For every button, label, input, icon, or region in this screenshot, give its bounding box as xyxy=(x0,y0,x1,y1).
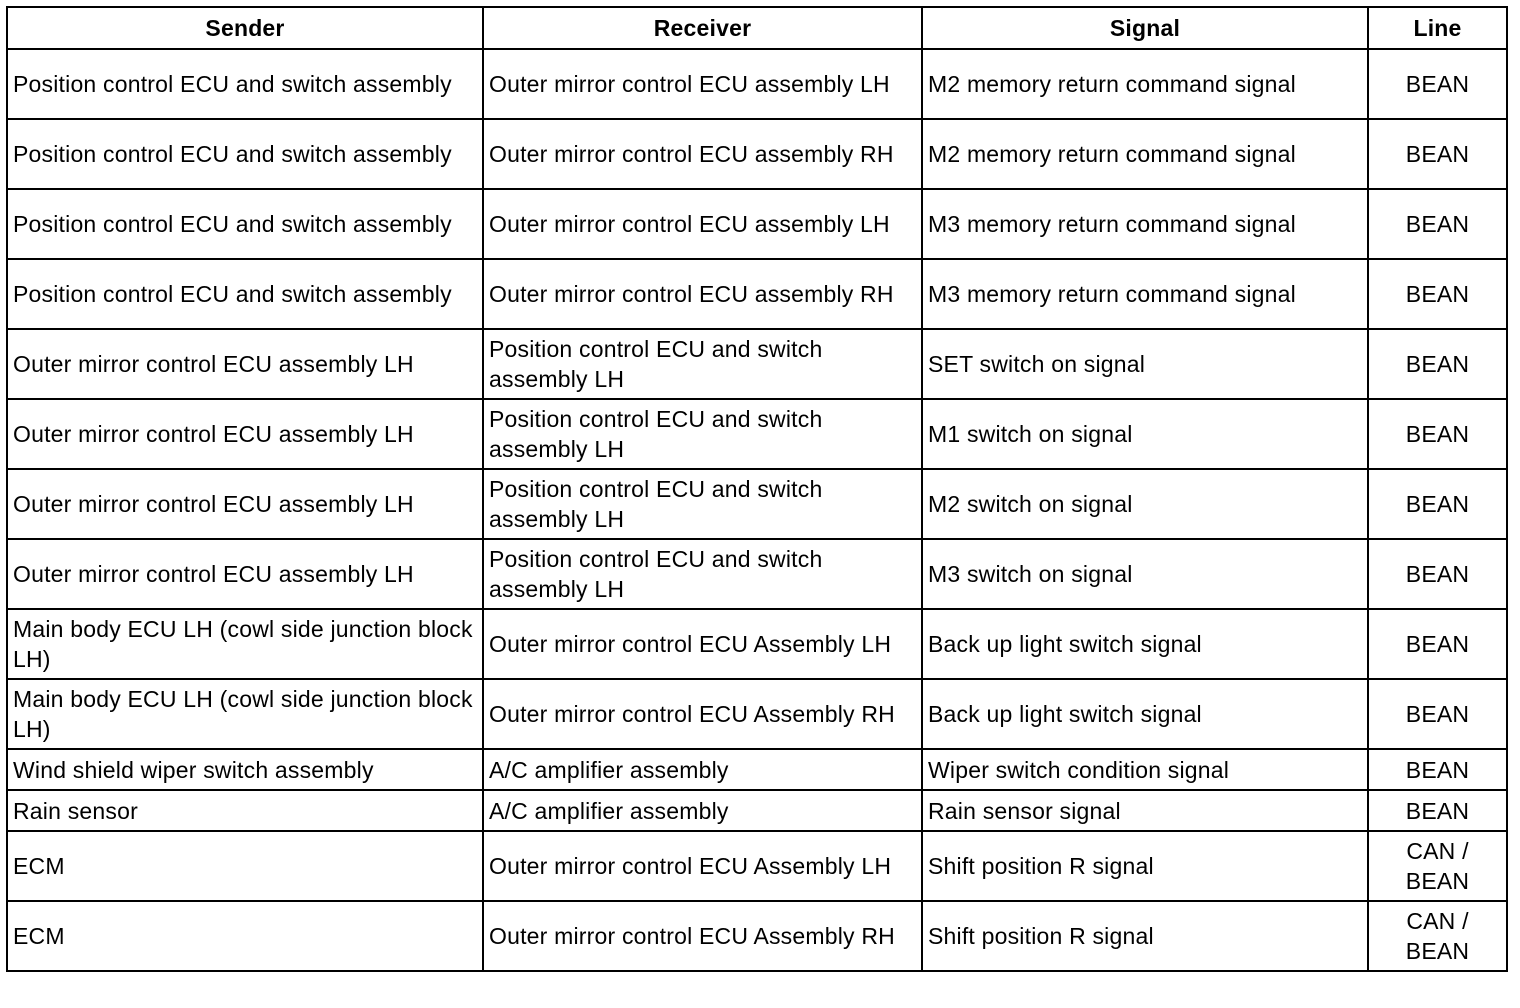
sender-cell: Outer mirror control ECU assembly LH xyxy=(7,539,483,609)
header-signal: Signal xyxy=(922,7,1368,49)
line-cell: BEAN xyxy=(1368,609,1507,679)
line-cell: BEAN xyxy=(1368,399,1507,469)
receiver-cell: Outer mirror control ECU Assembly LH xyxy=(483,831,922,901)
line-cell: BEAN xyxy=(1368,749,1507,790)
receiver-cell: A/C amplifier assembly xyxy=(483,790,922,831)
table-row xyxy=(7,469,1507,539)
communication-table-container xyxy=(6,6,1508,972)
table-row xyxy=(7,119,1507,189)
communication-table xyxy=(6,6,1508,972)
signal-cell: Back up light switch signal xyxy=(922,609,1368,679)
line-cell: BEAN xyxy=(1368,189,1507,259)
sender-cell: Rain sensor xyxy=(7,790,483,831)
line-cell: BEAN xyxy=(1368,329,1507,399)
table-row xyxy=(7,901,1507,971)
receiver-cell: Outer mirror control ECU assembly LH xyxy=(483,189,922,259)
receiver-cell: Position control ECU and switch assembly LH xyxy=(483,329,922,399)
sender-cell: Position control ECU and switch assembly xyxy=(7,119,483,189)
table-header-row xyxy=(7,7,1507,49)
line-cell: BEAN xyxy=(1368,539,1507,609)
sender-cell: Outer mirror control ECU assembly LH xyxy=(7,329,483,399)
header-sender: Sender xyxy=(7,7,483,49)
receiver-cell: Outer mirror control ECU Assembly RH xyxy=(483,679,922,749)
line-cell: BEAN xyxy=(1368,679,1507,749)
table-row xyxy=(7,679,1507,749)
line-cell: BEAN xyxy=(1368,49,1507,119)
signal-cell: M3 switch on signal xyxy=(922,539,1368,609)
signal-cell: M3 memory return command signal xyxy=(922,189,1368,259)
line-cell: CAN / BEAN xyxy=(1368,901,1507,971)
signal-cell: M2 memory return command signal xyxy=(922,119,1368,189)
signal-cell: Wiper switch condition signal xyxy=(922,749,1368,790)
receiver-cell: Outer mirror control ECU assembly RH xyxy=(483,119,922,189)
header-receiver: Receiver xyxy=(483,7,922,49)
line-cell: BEAN xyxy=(1368,469,1507,539)
receiver-cell: Outer mirror control ECU Assembly LH xyxy=(483,609,922,679)
line-cell: BEAN xyxy=(1368,119,1507,189)
table-row xyxy=(7,399,1507,469)
line-cell: CAN / BEAN xyxy=(1368,831,1507,901)
table-row xyxy=(7,609,1507,679)
signal-cell: M3 memory return command signal xyxy=(922,259,1368,329)
signal-cell: M1 switch on signal xyxy=(922,399,1368,469)
signal-cell: M2 memory return command signal xyxy=(922,49,1368,119)
signal-cell: SET switch on signal xyxy=(922,329,1368,399)
receiver-cell: Outer mirror control ECU assembly LH xyxy=(483,49,922,119)
signal-cell: M2 switch on signal xyxy=(922,469,1368,539)
sender-cell: Outer mirror control ECU assembly LH xyxy=(7,469,483,539)
receiver-cell: Outer mirror control ECU Assembly RH xyxy=(483,901,922,971)
receiver-cell: Position control ECU and switch assembly LH xyxy=(483,539,922,609)
line-cell: BEAN xyxy=(1368,790,1507,831)
signal-cell: Shift position R signal xyxy=(922,901,1368,971)
table-row xyxy=(7,790,1507,831)
table-row xyxy=(7,259,1507,329)
sender-cell: Main body ECU LH (cowl side junction block LH) xyxy=(7,609,483,679)
header-line: Line xyxy=(1368,7,1507,49)
table-row xyxy=(7,189,1507,259)
signal-cell: Shift position R signal xyxy=(922,831,1368,901)
table-row xyxy=(7,831,1507,901)
receiver-cell: Position control ECU and switch assembly LH xyxy=(483,399,922,469)
sender-cell: Wind shield wiper switch assembly xyxy=(7,749,483,790)
table-row xyxy=(7,329,1507,399)
signal-cell: Rain sensor signal xyxy=(922,790,1368,831)
signal-cell: Back up light switch signal xyxy=(922,679,1368,749)
line-cell: BEAN xyxy=(1368,259,1507,329)
sender-cell: Position control ECU and switch assembly xyxy=(7,259,483,329)
sender-cell: Main body ECU LH (cowl side junction block LH) xyxy=(7,679,483,749)
sender-cell: Outer mirror control ECU assembly LH xyxy=(7,399,483,469)
sender-cell: Position control ECU and switch assembly xyxy=(7,49,483,119)
table-row xyxy=(7,49,1507,119)
sender-cell: Position control ECU and switch assembly xyxy=(7,189,483,259)
table-row xyxy=(7,749,1507,790)
table-row xyxy=(7,539,1507,609)
receiver-cell: A/C amplifier assembly xyxy=(483,749,922,790)
receiver-cell: Outer mirror control ECU assembly RH xyxy=(483,259,922,329)
receiver-cell: Position control ECU and switch assembly LH xyxy=(483,469,922,539)
sender-cell: ECM xyxy=(7,831,483,901)
sender-cell: ECM xyxy=(7,901,483,971)
